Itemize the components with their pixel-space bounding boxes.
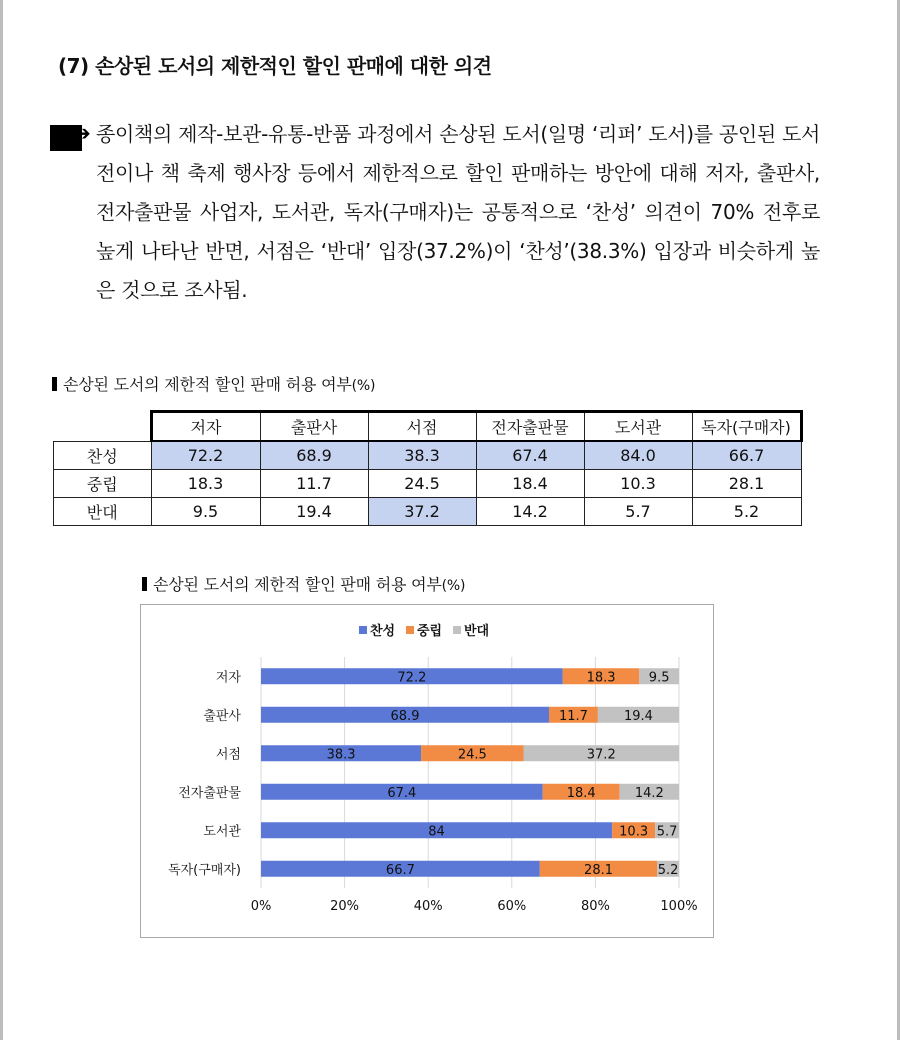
column-header: 독자(구매자) xyxy=(692,412,801,442)
legend-swatch xyxy=(453,626,461,634)
table-cell: 5.2 xyxy=(692,498,801,526)
section-title: (7) 손상된 도서의 제한적인 할인 판매에 대한 의견 xyxy=(58,54,492,78)
row-header: 반대 xyxy=(54,498,152,526)
data-label: 67.4 xyxy=(387,785,417,801)
x-tick-label: 100% xyxy=(660,899,698,914)
caption-square-icon xyxy=(52,377,57,391)
table-cell: 9.5 xyxy=(151,498,260,526)
page-left-edge xyxy=(0,0,3,1040)
data-label: 18.3 xyxy=(586,670,616,686)
table-cell: 19.4 xyxy=(260,498,368,526)
column-header: 저자 xyxy=(151,412,260,442)
data-label: 14.2 xyxy=(634,785,664,801)
stacked-bar-chart xyxy=(141,605,712,936)
column-header: 출판사 xyxy=(260,412,368,442)
paragraph-text: 종이책의 제작-보관-유통-반품 과정에서 손상된 도서(일명 ‘리퍼’ 도서)를 공인된 도서전이나 책 축제 행사장 등에서 제한적으로 할인 판매하는 방안에 대해 저자, 출판사, 전자출판물 사업자, 도서관, 독자(구매자)는 공통적으로 ‘찬성’ 의견이 70% 전후로 높게 나타난 반면, 서점은 ‘반대’ 입장(37.2%)이 ‘찬성’(38.3%) 입장과 비슷하게 높은 것으로 조사됨. xyxy=(96,122,820,302)
x-tick-label: 40% xyxy=(413,899,443,914)
data-label: 28.1 xyxy=(584,862,614,878)
legend-swatch xyxy=(406,626,414,634)
legend-label: 중립 xyxy=(417,624,443,639)
category-label: 전자출판물 xyxy=(178,785,241,801)
table-caption-text: 손상된 도서의 제한적 할인 판매 허용 여부 xyxy=(63,375,352,394)
row-header: 찬성 xyxy=(54,441,152,470)
table-cell: 24.5 xyxy=(368,470,476,498)
summary-paragraph xyxy=(50,115,820,310)
table-corner-cell xyxy=(54,412,152,442)
data-label: 10.3 xyxy=(619,824,649,840)
data-label: 72.2 xyxy=(397,670,427,686)
table-cell: 14.2 xyxy=(476,498,584,526)
legend-label: 찬성 xyxy=(370,624,396,639)
data-label: 38.3 xyxy=(326,747,356,763)
category-label: 서점 xyxy=(215,747,241,763)
table-cell: 10.3 xyxy=(584,470,692,498)
table-cell: 67.4 xyxy=(476,441,584,470)
table-caption-unit: (%) xyxy=(351,378,376,394)
data-label: 19.4 xyxy=(623,708,653,724)
table-cell: 68.9 xyxy=(260,441,368,470)
table-cell: 18.4 xyxy=(476,470,584,498)
legend-label: 반대 xyxy=(464,624,490,639)
legend-swatch xyxy=(359,626,367,634)
data-table xyxy=(53,410,803,526)
chart-caption xyxy=(142,572,465,595)
data-label: 37.2 xyxy=(586,747,616,763)
data-label: 68.9 xyxy=(390,708,420,724)
chart-title-unit: (%) xyxy=(441,578,466,594)
chart-title: 손상된 도서의 제한적 할인 판매 허용 여부 xyxy=(153,575,442,594)
table-header-row xyxy=(54,412,802,442)
row-header: 중립 xyxy=(54,470,152,498)
table-cell: 11.7 xyxy=(260,470,368,498)
arrow-bullet-icon: ➔ xyxy=(74,121,91,145)
table-caption xyxy=(52,372,375,395)
x-tick-label: 0% xyxy=(250,899,272,914)
table-cell: 66.7 xyxy=(692,441,801,470)
column-header: 전자출판물 xyxy=(476,412,584,442)
table-cell: 72.2 xyxy=(151,441,260,470)
table-cell: 5.7 xyxy=(584,498,692,526)
table-cell: 28.1 xyxy=(692,470,801,498)
category-label: 도서관 xyxy=(203,824,241,840)
table-cell: 38.3 xyxy=(368,441,476,470)
data-label: 24.5 xyxy=(457,747,487,763)
table-row xyxy=(54,441,802,470)
table-row xyxy=(54,470,802,498)
caption-square-icon xyxy=(142,577,147,591)
data-label: 5.7 xyxy=(656,824,678,840)
column-header: 도서관 xyxy=(584,412,692,442)
category-label: 출판사 xyxy=(203,708,241,724)
x-tick-label: 20% xyxy=(330,899,360,914)
table-row xyxy=(54,498,802,526)
chart-frame xyxy=(140,604,714,938)
data-label: 18.4 xyxy=(566,785,596,801)
data-label: 11.7 xyxy=(558,708,588,724)
data-label: 84 xyxy=(428,824,445,840)
x-tick-label: 60% xyxy=(497,899,527,914)
category-label: 저자 xyxy=(215,670,241,686)
data-label: 66.7 xyxy=(385,862,415,878)
column-header: 서점 xyxy=(368,412,476,442)
x-tick-label: 80% xyxy=(580,899,610,914)
data-label: 9.5 xyxy=(648,670,670,686)
category-label: 독자(구매자) xyxy=(168,862,241,878)
table-cell: 18.3 xyxy=(151,470,260,498)
table-cell: 37.2 xyxy=(368,498,476,526)
data-label: 5.2 xyxy=(657,862,679,878)
table-cell: 84.0 xyxy=(584,441,692,470)
